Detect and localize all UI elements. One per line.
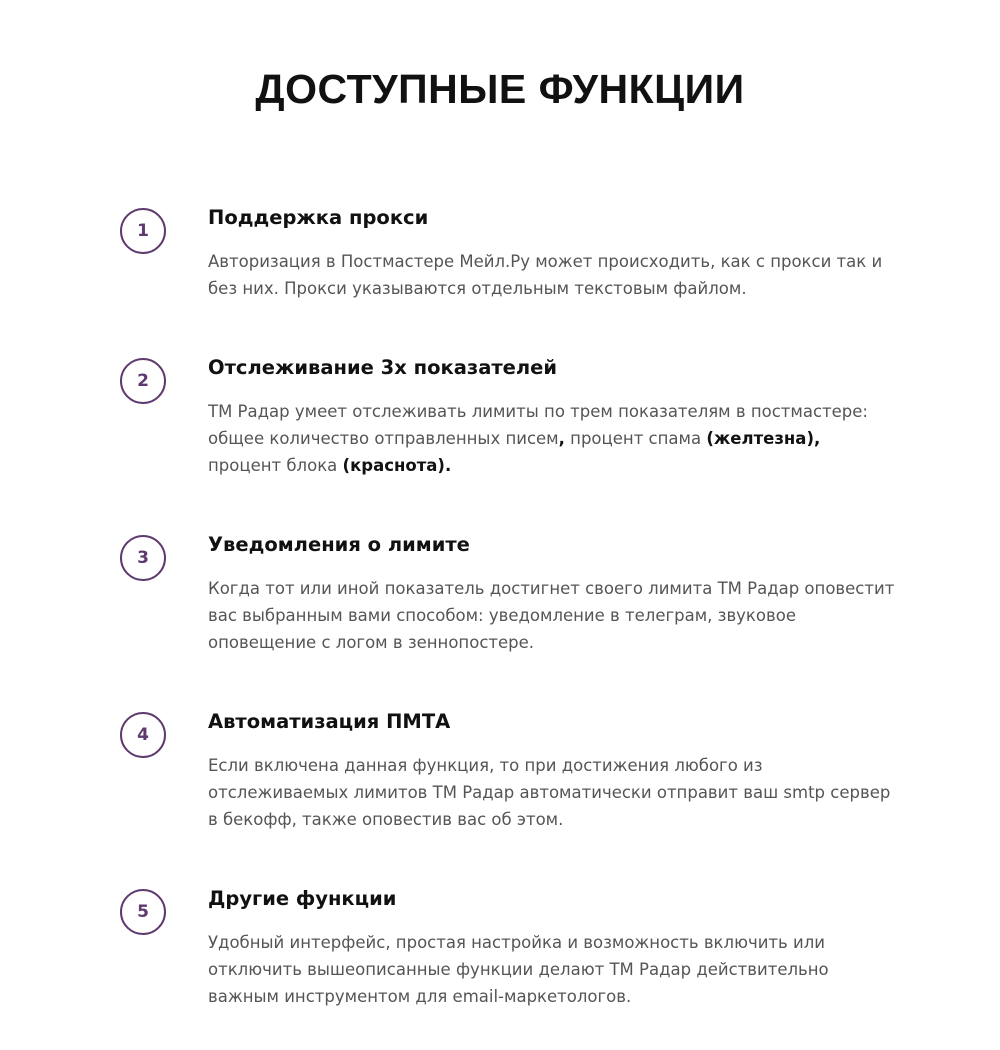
feature-number-badge: 4 — [120, 712, 166, 758]
feature-number-badge: 3 — [120, 535, 166, 581]
feature-description-text: ТМ Радар умеет отслеживать лимиты по трем показателям в постмастере: общее количество отправленных писем — [208, 402, 868, 448]
feature-description — [208, 929, 898, 1010]
feature-description-bold: , — [558, 429, 565, 448]
feature-description — [208, 398, 898, 479]
feature-description-text: Когда тот или иной показатель достигнет своего лимита ТМ Радар оповестит вас выбранным вами способом: уведомление в телеграм, звуковое оповещение с логом в зеннопостере. — [208, 579, 895, 652]
feature-number-badge: 1 — [120, 208, 166, 254]
feature-description-text: Удобный интерфейс, простая настройка и возможность включить или отключить вышеописанные функции делают ТМ Радар действительно важным инструментом для email-маркетологов. — [208, 933, 829, 1006]
feature-description-text: Авторизация в Постмастере Мейл.Ру может происходить, как с прокси так и без них. Прокси указываются отдельным текстовым файлом. — [208, 252, 883, 298]
feature-title: Отслеживание 3х показателей — [208, 356, 558, 379]
feature-title: Поддержка прокси — [208, 206, 429, 229]
feature-description-text: процент блока — [208, 456, 343, 475]
feature-title: Автоматизация ПМТА — [208, 710, 451, 733]
feature-description — [208, 752, 898, 833]
page-title: ДОСТУПНЫЕ ФУНКЦИИ — [255, 66, 745, 112]
feature-description-bold: (желтезна), — [706, 429, 821, 448]
feature-number-badge: 5 — [120, 889, 166, 935]
feature-description — [208, 575, 898, 656]
feature-description — [208, 248, 898, 302]
feature-description-bold: (краснота). — [342, 456, 452, 475]
feature-description-text: Если включена данная функция, то при достижения любого из отслеживаемых лимитов ТМ Радар автоматически отправит ваш smtp сервер в бекофф, также оповестив вас об этом. — [208, 756, 891, 829]
feature-title: Уведомления о лимите — [208, 533, 470, 556]
feature-number-badge: 2 — [120, 358, 166, 404]
feature-description-text: процент спама — [564, 429, 707, 448]
feature-title: Другие функции — [208, 887, 397, 910]
